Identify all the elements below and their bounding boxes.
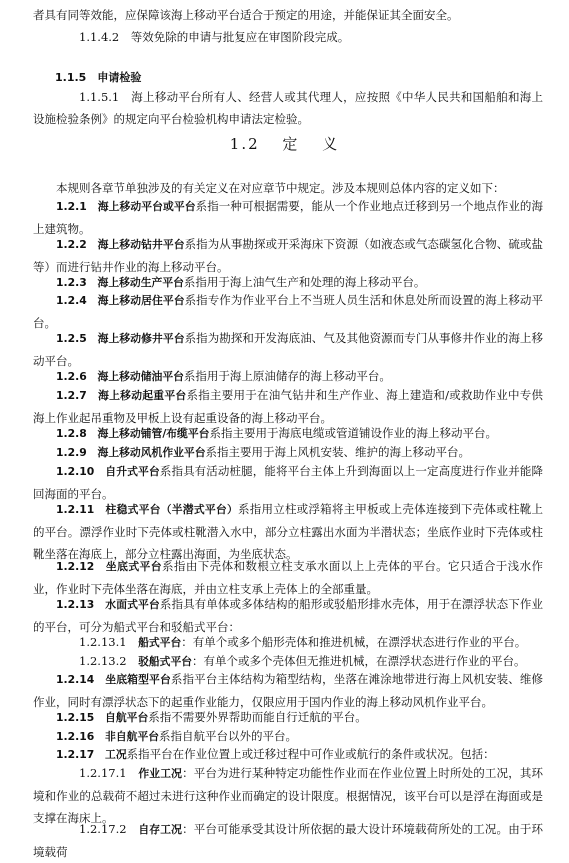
def-1-2-17-2: 1.2.17.2 自存工况：平台可能承受其设计所依据的最大设计环境载荷所处的工况。由于环境载荷 [33, 822, 543, 859]
def-1-2-13-1: 1.2.13.1 船式平台：有单个或多个船形壳体和推进机械，在漂浮状态进行作业的平台。 [79, 635, 527, 649]
heading-1-1-5: 1.1.5 申请检验 [55, 71, 142, 84]
def-1-2-2: 1.2.2 海上移动钻井平台系指为从事勘探或开采海床下资源（如液态或气态碳氢化合物、硫或盐等）而进行钻井作业的海上移动平台。 [33, 237, 543, 274]
def-1-2-4: 1.2.4 海上移动居住平台系指专作为作业平台上不当班人员生活和休息处所而设置的海上移动平台。 [33, 293, 543, 330]
clause-1-1-5-1: 1.1.5.1 海上移动平台所有人、经营人或其代理人，应按照《中华人民共和国船舶和海上设施检验条例》的规定向平台检验机构申请法定检验。 [33, 90, 543, 126]
def-1-2-16: 1.2.16 非自航平台系指自航平台以外的平台。 [56, 729, 298, 743]
intro-paragraph: 本规则各章节单独涉及的有关定义在对应章节中规定。涉及本规则总体内容的定义如下： [56, 181, 505, 195]
section-title: 1.2 定 义 [229, 135, 340, 153]
def-1-2-9: 1.2.9 海上移动风机作业平台系指主要用于海上风机安装、维护的海上移动平台。 [56, 445, 471, 459]
def-1-2-15: 1.2.15 自航平台系指不需要外界帮助而能自行迁航的平台。 [56, 710, 367, 724]
def-1-2-11: 1.2.11 柱稳式平台（半潜式平台）系指用立柱或浮箱将主甲板或上壳体连接到下壳体或柱靴上的平台。漂浮作业时下壳体或柱靴潜入水中，部分立柱露出水面为半潜状态；坐底作业时下壳体或柱靴坐落在海底上，部分立柱露出海面，为坐底状态。 [33, 502, 543, 561]
def-1-2-10: 1.2.10 自升式平台系指具有活动桩腿，能将平台主体上升到海面以上一定高度进行作业并能降回海面的平台。 [33, 464, 543, 501]
def-1-2-12: 1.2.12 坐底式平台系指由下壳体和数根立柱支承水面以上上壳体的平台。它只适合于浅水作业，作业时下壳体坐落在海底，并由立柱支承上壳体上的全部重量。 [33, 559, 543, 596]
paragraph-carryover: 者具有同等效能，应保障该海上移动平台适合于预定的用途，并能保证其全面安全。 [33, 8, 459, 22]
def-1-2-7: 1.2.7 海上移动起重平台系指主要用于在油气钻井和生产作业、海上建造和/或救助作业中专供海上作业起吊重物及甲板上设有起重设备的海上移动平台。 [33, 388, 543, 425]
def-1-2-13-2: 1.2.13.2 驳船式平台：有单个或多个壳体但无推进机械，在漂浮状态进行作业的平台。 [79, 654, 526, 668]
def-1-2-5: 1.2.5 海上移动修井平台系指为勘探和开发海底油、气及其他资源而专门从事修井作业的海上移动平台。 [33, 331, 543, 368]
def-1-2-17: 1.2.17 工况系指平台在作业位置上或迁移过程中可作业或航行的条件或状况。包括： [56, 747, 495, 761]
def-1-2-14: 1.2.14 坐底箱型平台系指平台主体结构为箱型结构，坐落在滩涂地带进行海上风机安装、维修作业，同时有漂浮状态下的起重作业能力，仅限应用于国内作业的海上移动风机作业平台。 [33, 672, 543, 709]
def-1-2-1: 1.2.1 海上移动平台或平台系指一种可根据需要，能从一个作业地点迁移到另一个地点作业的海上建筑物。 [33, 199, 544, 236]
def-1-2-3: 1.2.3 海上移动生产平台系指用于海上油气生产和处理的海上移动平台。 [56, 275, 426, 289]
def-1-2-8: 1.2.8 海上移动铺管/布缆平台系指主要用于海底电缆或管道铺设作业的海上移动平台。 [56, 426, 497, 440]
def-1-2-6: 1.2.6 海上移动储油平台系指用于海上原油储存的海上移动平台。 [56, 369, 391, 383]
def-1-2-17-1: 1.2.17.1 作业工况：平台为进行某种特定功能性作业而在作业位置上时所处的工况，其环境和作业的总载荷不超过未进行这种作业而确定的设计限度。根据情况，该平台可以是浮在海面或是支撑在海床上。 [33, 766, 543, 825]
clause-1-1-4-2: 1.1.4.2 等效免除的申请与批复应在审图阶段完成。 [79, 30, 350, 44]
def-1-2-13: 1.2.13 水面式平台系指具有单体或多体结构的船形或驳船形排水壳体，用于在漂浮状态下作业的平台，可分为船式平台和驳船式平台： [33, 597, 543, 634]
